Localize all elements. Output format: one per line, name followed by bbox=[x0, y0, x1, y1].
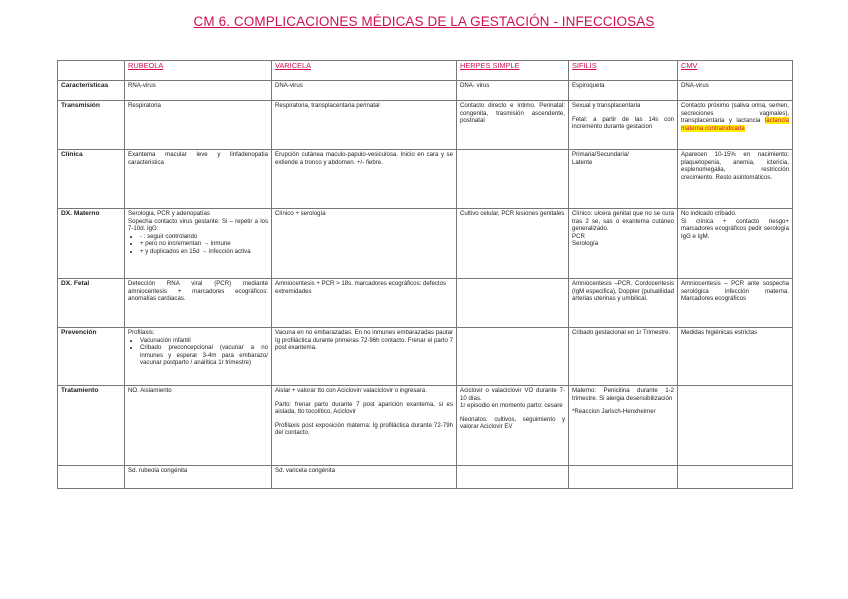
cell: Contacto directo e íntimo. Perinatal: congenita, trasmisión ascendente, postnatal bbox=[457, 101, 569, 150]
cell bbox=[457, 466, 569, 489]
cell: Cultivo celular, PCR lesiones genitales bbox=[457, 209, 569, 279]
cell bbox=[457, 386, 569, 466]
table-row bbox=[58, 328, 793, 386]
table-row bbox=[58, 209, 793, 279]
cell-text: Serologia, PCR y adenopatías bbox=[128, 210, 210, 217]
cell: Cribado gestacional en 1r Trimestre. bbox=[569, 328, 678, 386]
cell bbox=[569, 209, 678, 279]
cell bbox=[569, 101, 678, 150]
table-row bbox=[58, 101, 793, 150]
list-item: • Vacunación infantil bbox=[140, 337, 268, 345]
cell: DNA-virus bbox=[272, 81, 457, 101]
cell bbox=[678, 386, 793, 466]
cell-text: Profilaxis post exposición materna: Ig profiláctica durante 72-79h del contacto. bbox=[275, 421, 453, 437]
cell bbox=[678, 466, 793, 489]
highlighted-warning: lactancia materna contraindicada bbox=[681, 117, 789, 132]
cell: Medidas higiénicas estrictas bbox=[678, 328, 793, 386]
cell bbox=[125, 209, 272, 279]
list-item: • Cribado preconcepcional (vacunar a no inmunes y esperar 3-4m para embarazo/ vacunar postparto / analítica 1r trimestre) bbox=[140, 344, 268, 367]
cell-text: Sopecha contacto virus gestante: Si – repetir a los 7-10d. IgG: bbox=[128, 217, 268, 233]
cell: Respiratoria, transplacentaria perinatal bbox=[272, 101, 457, 150]
cell: Sd. varicela congénita bbox=[272, 466, 457, 489]
row-label-empty bbox=[58, 466, 125, 489]
list-item: • + y duplicados en 15d → infección activa bbox=[140, 248, 268, 256]
cell-text: Aciclovir o valaciclovir VO durante 7-10 días. bbox=[460, 387, 565, 402]
header-sifilis: SIFILIS bbox=[569, 61, 678, 81]
cell bbox=[457, 279, 569, 328]
cell-text: Sexual y transplacentaria bbox=[572, 102, 641, 109]
table-row bbox=[58, 81, 793, 101]
table-row bbox=[58, 150, 793, 209]
cell: Aparecen 10-15% en nacimiento: plaquetopenia, anemia, ictericia, esplenomegalia, restricción crecimiento. Resto asintomáticos. bbox=[678, 150, 793, 209]
cell: Erupción cutánea maculo-papulo-vesiculosa. Inicio en cara y se extiende a tronco y abdomen. +/- fiebre. bbox=[272, 150, 457, 209]
cell-text: Materno: Penicilina durante 1-2 trimestre. Si alergia desensibilización bbox=[572, 387, 674, 402]
cell bbox=[569, 466, 678, 489]
cell bbox=[125, 328, 272, 386]
table-row bbox=[58, 386, 793, 466]
cell: DNA-virus bbox=[678, 81, 793, 101]
list-item: • - : seguir controlando bbox=[140, 233, 268, 241]
cell: Amniocentesis –PCR. Cordocentesis (IgM especifica), Doppler (pulsatilidad arterias uterinas y umbilical. bbox=[569, 279, 678, 328]
cell: Sd. rubeola congénita bbox=[125, 466, 272, 489]
cell-text: Primaria/Secundaria/ bbox=[572, 151, 629, 158]
cell: Vacuna en no embarazadas. En no inmunes embarazadas pautar Ig profiláctica durante primeras 72-96h contacto. Frenar el parto 7 post exantema. bbox=[272, 328, 457, 386]
table-row bbox=[58, 466, 793, 489]
header-rubeola: RUBEOLA bbox=[125, 61, 272, 81]
cell-text: 1r episodio en momento parto: cesare bbox=[460, 402, 563, 410]
cell: NO. Aislamiento bbox=[125, 386, 272, 466]
list-item: • + pero no incrementan → inmune bbox=[140, 240, 268, 248]
cell-text: PCR bbox=[572, 232, 585, 240]
cell-text: Contacto próximo (saliva orina, semen, secreciones vaginales), transplacentaria y lactancia bbox=[681, 102, 789, 125]
row-label-dx-fetal: DX. Fetal bbox=[58, 279, 125, 328]
header-herpes: HERPES SIMPLE bbox=[457, 61, 569, 81]
cell-text: Parto: frenar parto durante 7 post aparición exantema, si es aislada, tto tocolítico, Aciclovir bbox=[275, 400, 453, 416]
cell-text: No indicado cribado. bbox=[681, 210, 737, 217]
bullet-list bbox=[128, 233, 268, 256]
cell-text: Fetal: a partir de las 14s con incremento durante gestacion bbox=[572, 115, 674, 131]
infections-table bbox=[57, 60, 793, 489]
cell: Clínico + serología bbox=[272, 209, 457, 279]
cell bbox=[272, 386, 457, 466]
cell: Detección RNA viral (PCR) mediante amniocentesis + marcadores ecográficos: anomalías cardiacas. bbox=[125, 279, 272, 328]
cell: Amniocentesis – PCR ante sospecha serológica infección materna. Marcadores ecográficos bbox=[678, 279, 793, 328]
row-label-dx-materno: DX. Materno bbox=[58, 209, 125, 279]
cell: Exantema macular leve y linfadenopatia caracteristica bbox=[125, 150, 272, 209]
cell: RNA-virus bbox=[125, 81, 272, 101]
cell bbox=[569, 386, 678, 466]
page-title: CM 6. COMPLICACIONES MÉDICAS DE LA GESTACIÓN - INFECCIOSAS bbox=[193, 14, 655, 29]
row-label-prevencion: Prevención bbox=[58, 328, 125, 386]
header-varicela: VARICELA bbox=[272, 61, 457, 81]
bullet-list bbox=[128, 337, 268, 367]
cell-text: Profilaxis: bbox=[128, 329, 155, 336]
header-cmv: CMV bbox=[678, 61, 793, 81]
cell bbox=[569, 150, 678, 209]
header-empty bbox=[58, 61, 125, 81]
row-label-clinica: Clínica bbox=[58, 150, 125, 209]
cell bbox=[678, 209, 793, 279]
cell: Amniocentesis + PCR > 18s. marcadores ecográficos: defectos extremidades bbox=[272, 279, 457, 328]
row-label-caracteristicas: Características bbox=[58, 81, 125, 101]
table-row bbox=[58, 279, 793, 328]
cell bbox=[457, 150, 569, 209]
row-label-tratamiento: Tratamiento bbox=[58, 386, 125, 466]
cell-text: Neonatos: cultivos, seguimiento y valorar Aciclovir EV bbox=[460, 415, 565, 431]
cell: Espiroqueta bbox=[569, 81, 678, 101]
cell-text: Latente bbox=[572, 158, 593, 166]
cell: Respiratoria bbox=[125, 101, 272, 150]
cell-text: Clínico: ulcera genital que no se cura tras 2 se, sas o exantema cutáneo generalizado. bbox=[572, 210, 674, 233]
cell-text: *Reaccion Jarisch-Henxheimer bbox=[572, 408, 656, 416]
cell bbox=[678, 101, 793, 150]
header-row bbox=[58, 61, 793, 81]
cell-text: Aislar + valorar tto con Aciclovir/ valaciclovir o ingresara. bbox=[275, 387, 427, 394]
cell-text: Si clínica + contacto riesgo+ marcadores ecográficos pedir serología IgG e IgM. bbox=[681, 217, 789, 240]
row-label-transmision: Transmisión bbox=[58, 101, 125, 150]
cell-text: Serología bbox=[572, 240, 599, 248]
cell: DNA- virus bbox=[457, 81, 569, 101]
cell bbox=[457, 328, 569, 386]
